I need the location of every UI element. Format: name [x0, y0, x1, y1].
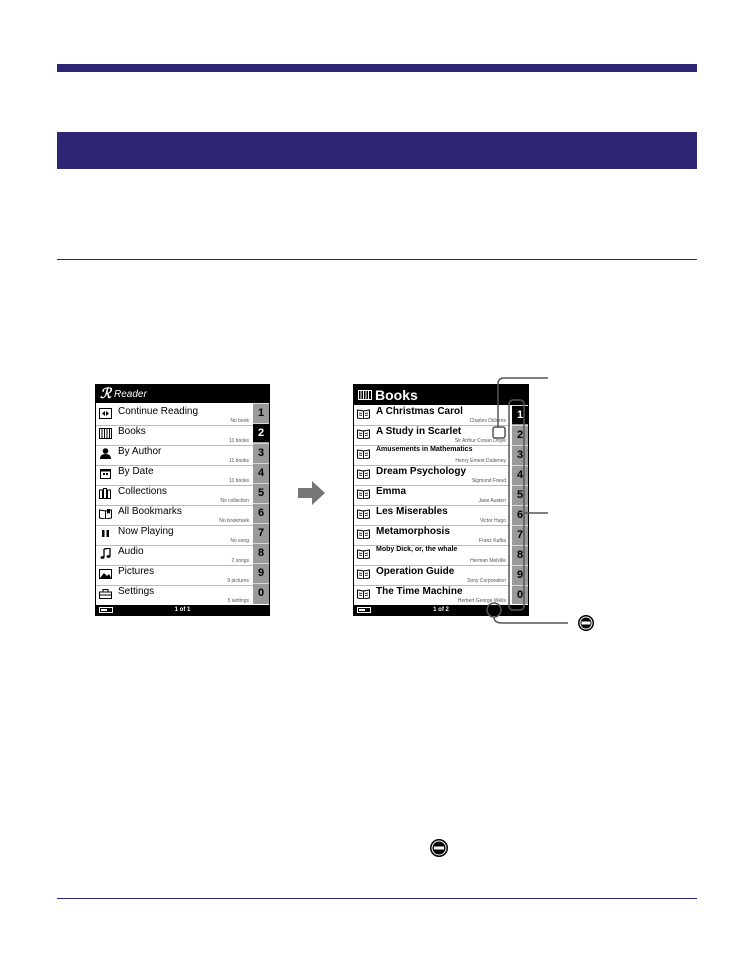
menu-item-count: 11 books [229, 458, 249, 464]
book-author: Sigmund Freud [471, 478, 506, 484]
open-book-icon [357, 508, 370, 519]
pause-icon [99, 528, 112, 539]
menu-item-label: Now Playing [118, 526, 174, 537]
number-key-1[interactable]: 1 [253, 403, 269, 422]
collections-icon [99, 488, 112, 499]
number-key-8[interactable]: 8 [512, 545, 528, 564]
number-key-0[interactable]: 0 [253, 583, 269, 602]
reader-logo-icon: ℛ [100, 387, 112, 402]
book-author: Victor Hugo [479, 518, 506, 524]
toolbox-icon [99, 588, 112, 599]
reader-home-screen [95, 384, 270, 616]
open-book-icon [357, 588, 370, 599]
person-icon [99, 448, 112, 459]
menu-item-count: No book [230, 418, 249, 424]
number-key-2[interactable]: 2 [512, 425, 528, 444]
menu-item-label: Audio [118, 546, 144, 557]
menu-item-count: 2 songs [231, 558, 249, 564]
menu-item-label: Settings [118, 586, 155, 597]
divider-rule [57, 259, 697, 260]
open-book-icon [357, 468, 370, 479]
screen-title: Reader [114, 389, 147, 400]
book-author: Franz Kafka [479, 538, 506, 544]
book-title: Les Miserables [376, 506, 448, 517]
footer-rule [57, 898, 697, 899]
books-icon [99, 428, 112, 439]
right-arrow-icon [298, 481, 326, 505]
menu-item[interactable] [96, 405, 253, 426]
number-key-6[interactable]: 6 [512, 505, 528, 524]
menu-item-label: By Date [118, 466, 154, 477]
menu-item-label: Continue Reading [118, 406, 199, 417]
number-key-3[interactable]: 3 [512, 445, 528, 464]
menu-item[interactable] [96, 585, 253, 606]
open-book-icon [357, 428, 370, 439]
menu-item[interactable] [96, 505, 253, 526]
menu-item-count: No song [230, 538, 249, 544]
open-book-icon [357, 408, 370, 419]
screen-title: Books [375, 387, 418, 403]
menu-item-count: 9 pictures [227, 578, 249, 584]
open-book-icon [357, 528, 370, 539]
menu-item[interactable] [96, 485, 253, 506]
number-key-0[interactable]: 0 [512, 585, 528, 604]
menu-item[interactable] [96, 545, 253, 566]
book-author: Herman Melville [470, 558, 506, 564]
calendar-icon [99, 468, 112, 479]
minus-circle-icon [577, 614, 595, 632]
picture-icon [99, 568, 112, 579]
book-author: Jane Austen [478, 498, 506, 504]
menu-item-label: All Bookmarks [118, 506, 182, 517]
number-key-6[interactable]: 6 [253, 503, 269, 522]
menu-item-count: No bookmark [219, 518, 249, 524]
menu-item[interactable] [96, 565, 253, 586]
book-author: Sony Corporation [467, 578, 506, 584]
book-title: The Time Machine [376, 586, 463, 597]
minus-circle-icon [429, 838, 449, 858]
book-title: A Study in Scarlet [376, 426, 462, 437]
menu-item-label: Collections [118, 486, 167, 497]
book-title: Emma [376, 486, 407, 497]
number-key-5[interactable]: 5 [253, 483, 269, 502]
number-key-7[interactable]: 7 [253, 523, 269, 542]
number-key-1[interactable]: 1 [512, 405, 528, 424]
menu-item-label: By Author [118, 446, 162, 457]
page-indicator: 1 of 2 [433, 607, 449, 613]
book-title: A Christmas Carol [376, 406, 463, 417]
book-title: Amusements in Mathematics [376, 446, 473, 453]
open-book-icon [357, 568, 370, 579]
open-book-icon [357, 548, 370, 559]
books-icon [358, 390, 372, 400]
battery-icon [357, 607, 371, 613]
menu-item-label: Books [118, 426, 146, 437]
continue-reading-icon [99, 408, 112, 419]
open-book-icon [357, 448, 370, 459]
menu-item[interactable] [96, 425, 253, 446]
book-author: Henry Ernest Dudeney [455, 458, 506, 464]
open-book-icon [357, 488, 370, 499]
music-note-icon [99, 548, 112, 559]
menu-item-count: 11 books [229, 478, 249, 484]
menu-item[interactable] [96, 525, 253, 546]
menu-item-count: No collection [220, 498, 249, 504]
book-title: Metamorphosis [376, 526, 450, 537]
screen-footer [96, 605, 269, 615]
book-author: Sir Arthur Conan Doyle [454, 438, 506, 444]
book-title: Operation Guide [376, 566, 455, 577]
number-key-9[interactable]: 9 [253, 563, 269, 582]
number-key-8[interactable]: 8 [253, 543, 269, 562]
menu-item-count: 5 settings [227, 598, 249, 604]
number-key-7[interactable]: 7 [512, 525, 528, 544]
section-title-bar [57, 132, 697, 169]
page-indicator: 1 of 1 [174, 607, 191, 613]
number-key-9[interactable]: 9 [512, 565, 528, 584]
book-author: Charles Dickens [469, 418, 506, 424]
number-key-2[interactable]: 2 [253, 423, 269, 442]
number-key-5[interactable]: 5 [512, 485, 528, 504]
number-key-4[interactable]: 4 [512, 465, 528, 484]
menu-item[interactable] [96, 465, 253, 486]
callout-lines [480, 370, 700, 640]
menu-item-label: Pictures [118, 566, 155, 577]
book-title: Moby Dick, or, the whale [376, 546, 458, 553]
book-title: Dream Psychology [376, 466, 467, 477]
menu-item[interactable] [96, 445, 253, 466]
number-strip [253, 403, 269, 604]
menu-item-count: 11 books [229, 438, 249, 444]
bookmark-book-icon [99, 508, 112, 519]
number-key-3[interactable]: 3 [253, 443, 269, 462]
screen-header [96, 385, 269, 403]
number-key-4[interactable]: 4 [253, 463, 269, 482]
battery-icon [99, 607, 113, 613]
top-rule [57, 64, 697, 72]
book-author: Herbert George Wells [457, 598, 506, 604]
